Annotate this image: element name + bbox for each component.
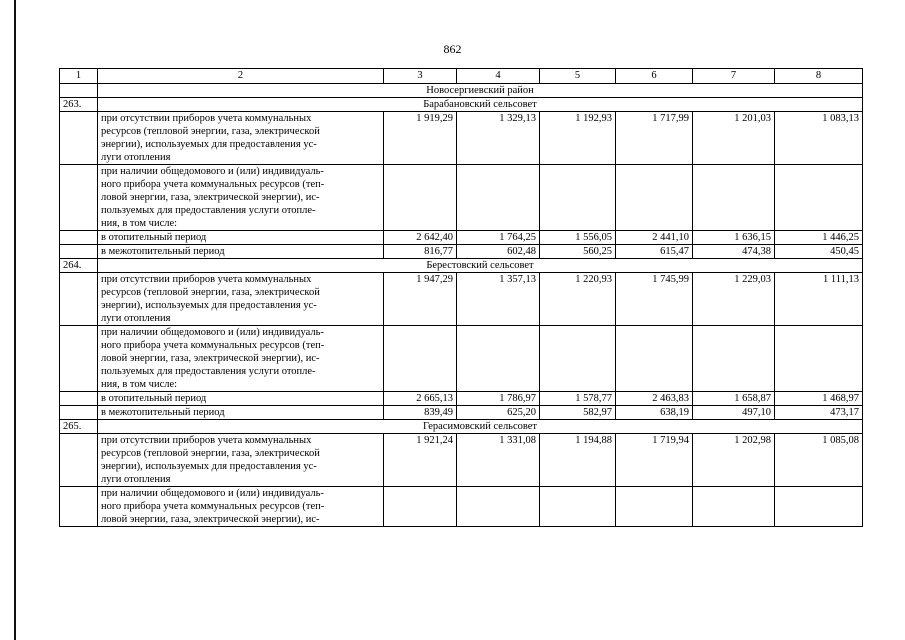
label-line: ного прибора учета коммунальных ресурсов (теп- [101, 501, 325, 512]
empty-cell [384, 165, 457, 231]
empty-cell [616, 487, 693, 527]
value-cell: 2 463,83 [616, 392, 693, 406]
table-row [60, 392, 863, 406]
value-cell: 1 201,03 [693, 112, 775, 165]
empty-cell [60, 326, 98, 392]
section-name: Герасимовский сельсовет [98, 420, 863, 434]
label-line: ресурсов (тепловой энергии, газа, электрической [101, 287, 320, 298]
value-cell: 1 331,08 [457, 434, 540, 487]
section-name: Барабановский сельсовет [98, 98, 863, 112]
table-row [60, 273, 863, 326]
empty-cell [693, 165, 775, 231]
value-cell: 474,38 [693, 245, 775, 259]
value-cell: 615,47 [616, 245, 693, 259]
column-header-row [60, 69, 863, 84]
value-cell: 1 786,97 [457, 392, 540, 406]
value-cell: 1 717,99 [616, 112, 693, 165]
section-header-row [60, 420, 863, 434]
row-label-without-meters [98, 273, 384, 326]
value-cell: 582,97 [540, 406, 616, 420]
tariff-table [59, 68, 863, 527]
label-line: пользуемых для предоставления услуги отопле- [101, 205, 316, 216]
label-line: ния, в том числе: [101, 379, 178, 390]
label-line: ного прибора учета коммунальных ресурсов (теп- [101, 340, 325, 351]
column-header: 3 [384, 69, 457, 84]
page-binding-edge [14, 0, 16, 640]
row-label-with-meters [98, 487, 384, 527]
value-cell: 1 111,13 [775, 273, 863, 326]
value-cell: 638,19 [616, 406, 693, 420]
column-header: 6 [616, 69, 693, 84]
label-line: ловой энергии, газа, электрической энергии), ис- [101, 353, 320, 364]
value-cell: 1 764,25 [457, 231, 540, 245]
table-row [60, 406, 863, 420]
value-cell: 497,10 [693, 406, 775, 420]
value-cell: 1 194,88 [540, 434, 616, 487]
table-row [60, 326, 863, 392]
empty-cell [60, 231, 98, 245]
empty-cell [775, 326, 863, 392]
column-header: 5 [540, 69, 616, 84]
empty-cell [775, 165, 863, 231]
value-cell: 1 719,94 [616, 434, 693, 487]
empty-cell [540, 326, 616, 392]
label-line: при наличии общедомового и (или) индивидуаль- [101, 166, 324, 177]
value-cell: 1 446,25 [775, 231, 863, 245]
row-label-non-heating: в межотопительный период [98, 406, 384, 420]
label-line: при отсутствии приборов учета коммунальных [101, 274, 312, 285]
empty-cell [457, 487, 540, 527]
value-cell: 1 636,15 [693, 231, 775, 245]
label-line: луги отопления [101, 313, 171, 324]
page-number: 862 [443, 42, 462, 56]
value-cell: 1 947,29 [384, 273, 457, 326]
empty-cell [693, 487, 775, 527]
empty-cell [60, 487, 98, 527]
label-line: при отсутствии приборов учета коммунальных [101, 113, 312, 124]
section-number: 265. [60, 420, 98, 434]
label-line: ного прибора учета коммунальных ресурсов (теп- [101, 179, 325, 190]
value-cell: 2 665,13 [384, 392, 457, 406]
value-cell: 816,77 [384, 245, 457, 259]
section-header-row [60, 259, 863, 273]
table-row [60, 165, 863, 231]
label-line: ловой энергии, газа, электрической энергии), ис- [101, 192, 320, 203]
label-line: при отсутствии приборов учета коммунальных [101, 435, 312, 446]
empty-cell [616, 165, 693, 231]
value-cell: 1 658,87 [693, 392, 775, 406]
empty-cell [693, 326, 775, 392]
district-number-cell [60, 84, 98, 98]
value-cell: 602,48 [457, 245, 540, 259]
label-line: луги отопления [101, 152, 171, 163]
value-cell: 473,17 [775, 406, 863, 420]
value-cell: 1 919,29 [384, 112, 457, 165]
column-header: 2 [98, 69, 384, 84]
district-name: Новосергиевский район [98, 84, 863, 98]
value-cell: 1 229,03 [693, 273, 775, 326]
table-row [60, 231, 863, 245]
section-header-row [60, 98, 863, 112]
empty-cell [60, 406, 98, 420]
label-line: луги отопления [101, 474, 171, 485]
label-line: ресурсов (тепловой энергии, газа, электрической [101, 448, 320, 459]
value-cell: 1 202,98 [693, 434, 775, 487]
value-cell: 1 192,93 [540, 112, 616, 165]
empty-cell [60, 165, 98, 231]
row-label-heating: в отопительный период [98, 392, 384, 406]
label-line: ресурсов (тепловой энергии, газа, электрической [101, 126, 320, 137]
empty-cell [384, 326, 457, 392]
value-cell: 1 220,93 [540, 273, 616, 326]
table-row [60, 434, 863, 487]
value-cell: 560,25 [540, 245, 616, 259]
label-line: ловой энергии, газа, электрической энергии), ис- [101, 514, 320, 525]
empty-cell [616, 326, 693, 392]
value-cell: 1 578,77 [540, 392, 616, 406]
label-line: пользуемых для предоставления услуги отопле- [101, 366, 316, 377]
empty-cell [60, 112, 98, 165]
value-cell: 1 556,05 [540, 231, 616, 245]
label-line: энергии), используемых для предоставления ус- [101, 300, 317, 311]
empty-cell [60, 392, 98, 406]
table-row [60, 245, 863, 259]
empty-cell [60, 245, 98, 259]
table-row [60, 112, 863, 165]
value-cell: 2 642,40 [384, 231, 457, 245]
value-cell: 1 357,13 [457, 273, 540, 326]
empty-cell [457, 326, 540, 392]
column-header: 7 [693, 69, 775, 84]
empty-cell [60, 434, 98, 487]
row-label-with-meters [98, 165, 384, 231]
section-number: 263. [60, 98, 98, 112]
label-line: при наличии общедомового и (или) индивидуаль- [101, 327, 324, 338]
label-line: энергии), используемых для предоставления ус- [101, 139, 317, 150]
district-row [60, 84, 863, 98]
row-label-without-meters [98, 112, 384, 165]
row-label-non-heating: в межотопительный период [98, 245, 384, 259]
value-cell: 1 085,08 [775, 434, 863, 487]
label-line: ния, в том числе: [101, 218, 178, 229]
value-cell: 1 468,97 [775, 392, 863, 406]
value-cell: 625,20 [457, 406, 540, 420]
row-label-without-meters [98, 434, 384, 487]
column-header: 1 [60, 69, 98, 84]
value-cell: 1 083,13 [775, 112, 863, 165]
empty-cell [60, 273, 98, 326]
value-cell: 839,49 [384, 406, 457, 420]
label-line: энергии), используемых для предоставления ус- [101, 461, 317, 472]
row-label-heating: в отопительный период [98, 231, 384, 245]
section-name: Берестовский сельсовет [98, 259, 863, 273]
empty-cell [540, 487, 616, 527]
value-cell: 450,45 [775, 245, 863, 259]
section-number: 264. [60, 259, 98, 273]
empty-cell [384, 487, 457, 527]
label-line: при наличии общедомового и (или) индивидуаль- [101, 488, 324, 499]
column-header: 4 [457, 69, 540, 84]
empty-cell [457, 165, 540, 231]
value-cell: 1 745,99 [616, 273, 693, 326]
value-cell: 2 441,10 [616, 231, 693, 245]
value-cell: 1 329,13 [457, 112, 540, 165]
row-label-with-meters [98, 326, 384, 392]
column-header: 8 [775, 69, 863, 84]
value-cell: 1 921,24 [384, 434, 457, 487]
table-row [60, 487, 863, 527]
empty-cell [775, 487, 863, 527]
empty-cell [540, 165, 616, 231]
